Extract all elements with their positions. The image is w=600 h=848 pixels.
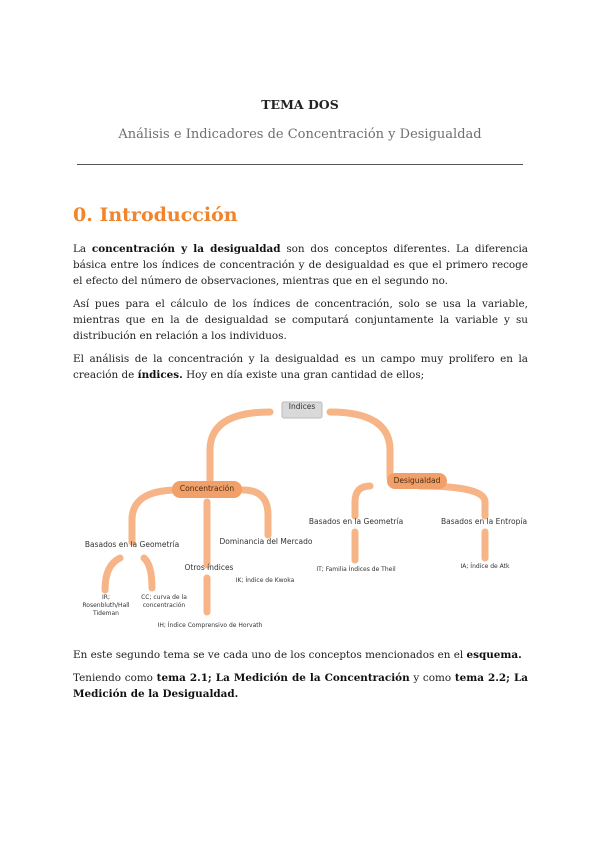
branch-geo-rosenbluth bbox=[105, 558, 120, 590]
node-label-geometria-c: Basados en la Geometría bbox=[84, 540, 180, 549]
branch-conc-dominancia bbox=[243, 490, 268, 535]
page-title: TEMA DOS bbox=[261, 97, 339, 112]
paragraph-3: El análisis de la concentración y la desigualdad es un campo muy prolifero en la creación de índices. Hoy en día existe una gran cantidad de ellos; bbox=[73, 353, 528, 381]
paragraph-1: La concentración y la desigualdad son dos conceptos diferentes. La diferencia básica entre los índices de concentración y de desigualdad es que el primero recoge el efecto del número de observaciones, mientras que en el segundo no. bbox=[73, 243, 528, 287]
node-label-atkinson: IA; Índice de Atk bbox=[460, 563, 510, 570]
node-label-cc: CC; curva de la concentración bbox=[141, 594, 187, 609]
section-heading: 0. Introducción bbox=[73, 204, 238, 226]
branch-root-concentracion bbox=[210, 412, 270, 482]
node-label-ih: IH; Índice Comprensivo de Horvath bbox=[157, 622, 263, 629]
node-label-ik: IK; Índice de Kwoka bbox=[235, 577, 295, 584]
title-divider bbox=[77, 164, 523, 165]
node-label-root: Indices bbox=[288, 402, 316, 411]
branch-des-entropia bbox=[420, 486, 485, 516]
node-label-dominancia: Dominancia del Mercado bbox=[219, 537, 313, 546]
node-label-theil: IT; Familia Índices de Theil bbox=[316, 566, 396, 573]
branch-des-geometria bbox=[355, 486, 370, 516]
paragraph-5: Teniendo como tema 2.1; La Medición de la Concentración y como tema 2.2; La Medición de la Desigualdad. bbox=[73, 672, 529, 700]
branch-conc-geometria bbox=[132, 490, 178, 542]
branch-root-desigualdad bbox=[330, 412, 390, 478]
node-label-concentracion: Concentración bbox=[179, 484, 235, 493]
branch-geo-cc bbox=[144, 558, 152, 588]
paragraph-2: Así pues para el cálculo de los índices de concentración, solo se usa la variable, mientras que en la de desigualdad se computará conjuntamente la variable y su distribución en relación a los individuos. bbox=[73, 298, 528, 342]
page-subtitle: Análisis e Indicadores de Concentración y Desigualdad bbox=[118, 127, 482, 142]
node-label-rosenbluth: IR; Rosenbluth/Hall Tideman bbox=[82, 594, 130, 617]
node-label-geometria-d: Basados en la Geometría bbox=[308, 517, 404, 526]
node-label-otros: Otros índices bbox=[184, 563, 234, 572]
node-label-entropia: Basados en la Entropía bbox=[440, 517, 528, 526]
node-label-desigualdad: Desigualdad bbox=[393, 476, 441, 485]
paragraph-4: En este segundo tema se ve cada uno de los conceptos mencionados en el esquema. bbox=[73, 649, 522, 661]
